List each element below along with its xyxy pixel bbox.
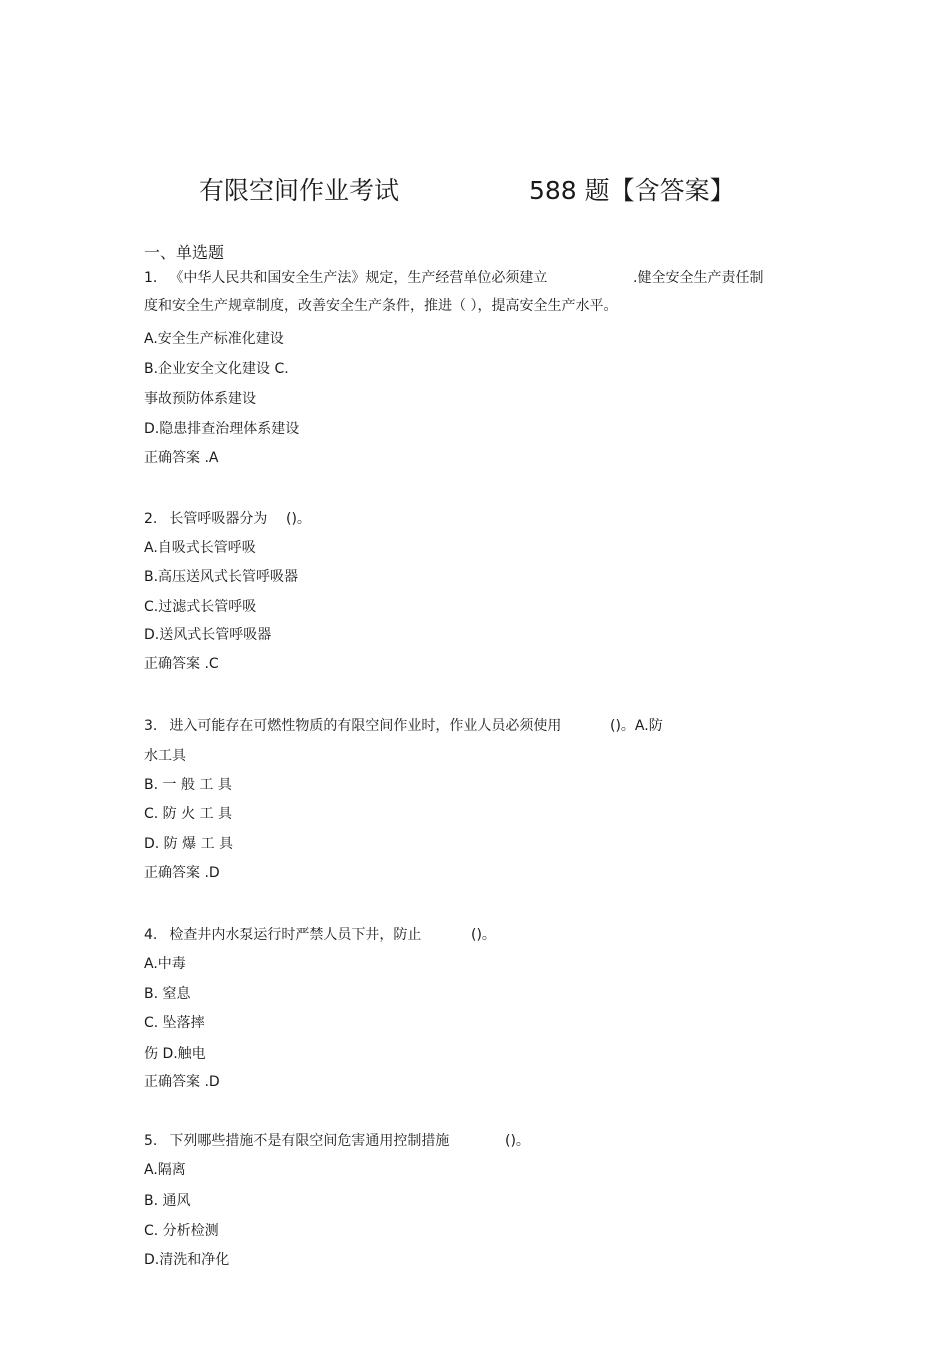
question-number: 5. — [144, 1133, 158, 1149]
question-number: 4. — [144, 927, 158, 943]
question-stem: 4. 检查井内水泵运行时严禁人员下井，防止 — [144, 927, 422, 943]
question-stem: 2. 长管呼吸器分为 — [144, 511, 268, 527]
option: D.清洗和净化 — [144, 1252, 230, 1268]
option: B.高压送风式长管呼吸器 — [144, 569, 299, 585]
option: D.隐患排查治理体系建设 — [144, 421, 300, 437]
question-number: 2. — [144, 511, 158, 527]
document-title: 有限空间作业考试 — [199, 176, 400, 205]
question-number: 3. — [144, 718, 158, 734]
answer: 正确答案 .A — [144, 450, 219, 466]
question-stem: 1. 《中华人民共和国安全生产法》规定，生产经营单位必须建立 — [144, 270, 548, 286]
document-title-count: 588 题【含答案】 — [529, 176, 735, 205]
question-stem: 3. 进入可能存在可燃性物质的有限空间作业时，作业人员必须使用 — [144, 718, 562, 734]
option: D.送风式长管呼吸器 — [144, 627, 272, 643]
option: A.隔离 — [144, 1162, 186, 1178]
option: D. 防 爆 工 具 — [144, 836, 234, 852]
question-stem-continued: ()。 — [471, 927, 496, 943]
option: C. 防 火 工 具 — [144, 806, 233, 822]
option: A.自吸式长管呼吸 — [144, 540, 256, 556]
question-stem: 5. 下列哪些措施不是有限空间危害通用控制措施 — [144, 1133, 450, 1149]
option: A.安全生产标准化建设 — [144, 331, 284, 347]
question-stem-continued: 度和安全生产规章制度，改善安全生产条件，推进（ ），提高安全生产水平。 — [144, 298, 618, 314]
option: B. 窒息 — [144, 986, 191, 1002]
question-stem-continued: ()。 — [286, 511, 311, 527]
question-number: 1. — [144, 270, 158, 286]
option: 事故预防体系建设 — [144, 391, 256, 407]
option: C. 分析检测 — [144, 1223, 219, 1239]
answer: 正确答案 .C — [144, 656, 219, 672]
question-stem-continued: 水工具 — [144, 748, 186, 764]
answer: 正确答案 .D — [144, 865, 220, 881]
section-heading: 一、单选题 — [144, 243, 225, 262]
option: B. 通风 — [144, 1193, 191, 1209]
option: A.中毒 — [144, 956, 186, 972]
option: B.企业安全文化建设 C. — [144, 361, 289, 377]
question-stem-continued: ()。 — [505, 1133, 530, 1149]
option: B. 一 般 工 具 — [144, 777, 232, 793]
option: C.过滤式长管呼吸 — [144, 599, 257, 615]
question-stem-continued: ()。A.防 — [610, 718, 663, 734]
question-stem-continued: .健全安全生产责任制 — [633, 270, 764, 286]
answer: 正确答案 .D — [144, 1074, 220, 1090]
option: 伤 D.触电 — [144, 1046, 206, 1062]
option: C. 坠落摔 — [144, 1015, 205, 1031]
